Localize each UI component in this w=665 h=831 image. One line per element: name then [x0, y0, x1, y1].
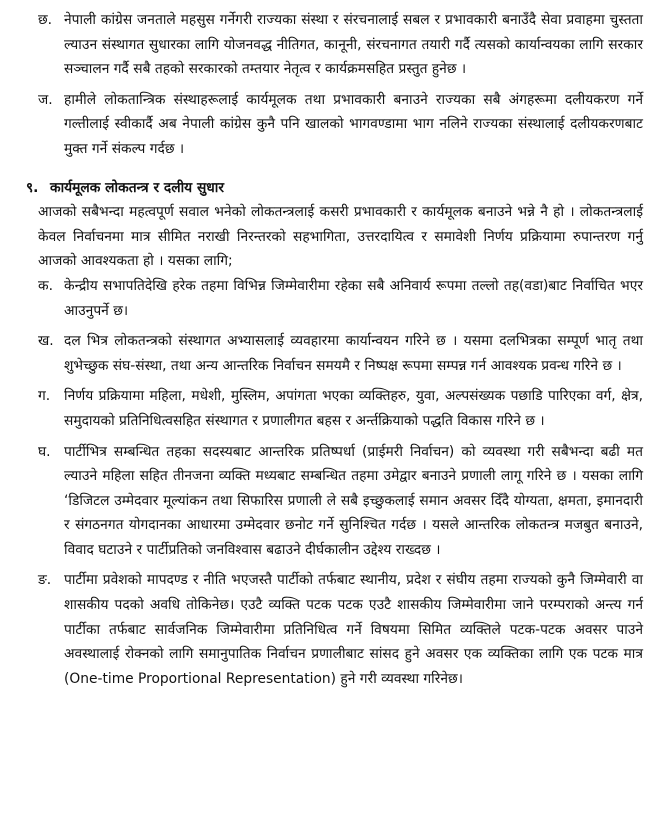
list-item-text: पार्टीभित्र सम्बन्धित तहका सदस्यबाट आन्तरिक प्रतिष्पर्धा (प्राईमरी निर्वाचन) को व्यवस्था गरी सबैभन्दा बढी मत ल्याउने महिला सहित तीनजना व्यक्ति मध्यबाट सम्बन्धित तहमा उमेद्वार बनाउने प्रणाली लागू गरिने छ । यसका लागि ‘डिजिटल उम्मेदवार मूल्यांकन तथा सिफारिस प्रणाली ले सबै इच्छुकलाई समान अवसर दिँदै योग्यता, क्षमता, इमानदारी र संगठनगत योगदानका आधारमा उम्मेदवार छनोट गर्ने सुनिश्चित गर्दछ । यसले आन्तरिक लोकतन्त्र मजबुत बनाउने, विवाद घटाउने र पार्टीप्रतिको जनविश्वास बढाउने दीर्घकालीन उद्देश्य राख्दछ ।	[64, 443, 643, 558]
list-marker: घ.	[38, 443, 51, 460]
list-marker: क.	[38, 277, 53, 294]
list-item-text: हामीले लोकतान्त्रिक संस्थाहरूलाई कार्यमूलक तथा प्रभावकारी बनाउने राज्यका सबै अंगहरूमा दलीयकरण गर्ने गल्तीलाई स्वीकार्दै अब नेपाली कांग्रेस कुनै पनि खालको भागवण्डामा भाग नलिने राज्यका संस्थालाई दलीयकरणबाट मुक्त गर्ने संकल्प गर्दछ ।	[64, 91, 643, 157]
list-marker: छ.	[38, 12, 53, 28]
list-item-text: निर्णय प्रक्रियामा महिला, मधेशी, मुस्लिम, अपांगता भएका व्यक्तिहरु, युवा, अल्पसंख्यक पछाडि पारिएका वर्ग, क्षेत्र, समुदायको प्रतिनिधित्वसहित संस्थागत र प्रणालीगत बहस र अर्न्तक्रियाको पद्धति विकास गरिने छ ।	[64, 388, 643, 429]
list-item-text: दल भित्र लोकतन्त्रको संस्थागत अभ्यासलाई व्यवहारमा कार्यान्वयन गरिने छ । यसमा दलभित्रका सम्पूर्ण भातृ तथा शुभेच्छुक संघ-संस्था, तथा अन्य आन्तरिक निर्वाचन समयमै र निष्पक्ष रूपमा सम्पन्न गर्न आवश्यक प्रवन्ध गरिने छ ।	[64, 333, 643, 374]
section-intro: आजको सबैभन्दा महत्वपूर्ण सवाल भनेको लोकतन्त्रलाई कसरी प्रभावकारी र कार्यमूलक बनाउने भन्ने नै हो । लोकतन्त्रलाई केवल निर्वाचनमा मात्र सीमित नराखी निरन्तरको सहभागिता, उत्तरदायित्व र समावेशी निर्णय प्रक्रियामा रुपान्तरण गर्नु आजको आवश्यकता हो । यसका लागि;	[38, 204, 643, 270]
list-marker: ख.	[38, 333, 54, 350]
section-number: ९.	[26, 179, 39, 196]
list-item-chha	[38, 8, 643, 82]
list-item-text: पार्टीमा प्रवेशको मापदण्ड र नीति भएजस्तै पार्टीको तर्फबाट स्थानीय, प्रदेश र संघीय तहमा राज्यको कुनै जिम्मेवारी वा शासकीय पदको अवधि तोकिनेछ। एउटै व्यक्ति पटक पटक एउटै शासकीय जिम्मेवारीमा जाने परम्पराको अन्त्य गर्न पार्टीका तर्फबाट सार्वजनिक जिम्मेवारीमा प्रतिनिधित्व गर्ने विषयमा सिमित व्यक्तिले पटक-पटक अवसर पाउने अवस्थालाई रोक्नको लागि समानुपातिक निर्वाचन प्रणालीबाट सांसद हुने अवसर एक व्यक्तिका लागि एक पटक मात्र (One-time Proportional Representation) हुने गरी व्यवस्था गरिनेछ।	[64, 572, 643, 687]
list-item-nga	[38, 568, 643, 691]
section-heading	[26, 176, 643, 201]
list-item-ka	[38, 274, 643, 323]
list-marker: ङ.	[38, 572, 52, 589]
list-marker: ग.	[38, 388, 51, 405]
section-title: कार्यमूलक लोकतन्त्र र दलीय सुधार	[50, 179, 224, 196]
list-item-text: केन्द्रीय सभापतिदेखि हरेक तहमा विभिन्न जिम्मेवारीमा रहेका सबै अनिवार्य रूपमा तल्लो तह(वडा)बाट निर्वाचित भएर आउनुपर्ने छ।	[64, 277, 643, 319]
list-item-text: नेपाली कांग्रेस जनताले महसुस गर्नेगरी राज्यका संस्था र संरचनालाई सबल र प्रभावकारी बनाउँदै सेवा प्रवाहमा चुस्तता ल्याउन संस्थागत सुधारका लागि योजनवद्ध नीतिगत, कानूनी, संरचनागत तयारी गर्दै त्यसको कार्यान्वयका लागि सरकार सञ्चालन गर्दै सबै तहको सरकारको तम्तयार नेतृत्व र कार्यक्रमसहित प्रस्तुत हुनेछ ।	[64, 12, 643, 78]
list-item-ga	[38, 384, 643, 433]
list-item-ja	[38, 88, 643, 162]
list-marker: ज.	[38, 91, 53, 108]
list-item-gha	[38, 440, 643, 563]
list-item-kha	[38, 329, 643, 378]
